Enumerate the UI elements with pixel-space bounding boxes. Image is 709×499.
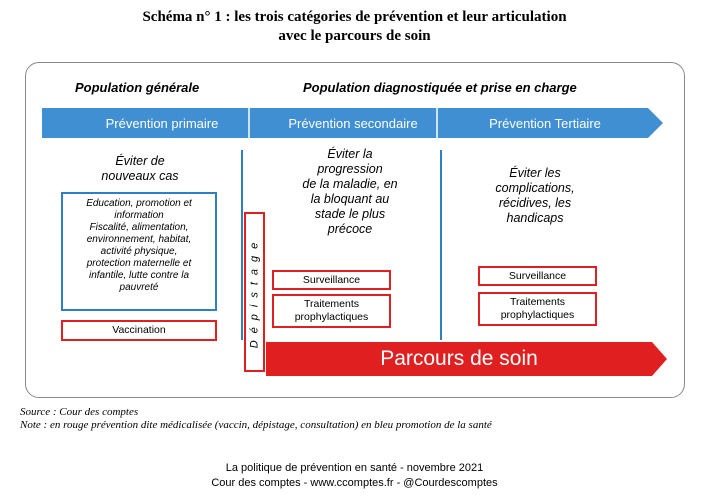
list-item: information bbox=[114, 210, 164, 221]
traitements-line2: prophylactiques bbox=[500, 309, 575, 321]
population-generale-label: Population générale bbox=[75, 80, 200, 95]
surveillance-box-secondaire: Surveillance bbox=[272, 270, 391, 290]
separator-line-2 bbox=[440, 150, 442, 340]
diagram-title-line1: Schéma n° 1 : les trois catégories de prévention et leur articulation bbox=[142, 9, 567, 25]
list-item: pauvreté bbox=[119, 282, 159, 293]
promotion-sante-list bbox=[63, 198, 215, 294]
tertiaire-goal bbox=[460, 166, 610, 226]
footer-line1: La politique de prévention en santé - novembre 2021 bbox=[225, 462, 484, 474]
prevention-tertiaire-label: Prévention Tertiaire bbox=[489, 116, 601, 131]
depistage-box bbox=[244, 212, 265, 372]
secondaire-goal-line: la bloquant au bbox=[310, 192, 390, 206]
separator-line-1 bbox=[241, 150, 243, 340]
secondaire-goal-line: progression bbox=[317, 162, 383, 176]
depistage-label: Dépistage bbox=[248, 235, 260, 349]
footer-line2: Cour des comptes - www.ccomptes.fr - @Courdescomptes bbox=[211, 477, 498, 489]
traitements-box-tertiaire bbox=[478, 292, 597, 326]
traitements-box-secondaire bbox=[272, 294, 391, 328]
secondaire-goal bbox=[275, 147, 425, 237]
list-item: protection maternelle et bbox=[86, 258, 192, 269]
source-text: Source : Cour des comptes bbox=[20, 406, 139, 418]
note-text: Note : en rouge prévention dite médicalisée (vaccin, dépistage, consultation) en bleu promotion de la santé bbox=[20, 419, 492, 431]
primaire-goal bbox=[60, 154, 220, 184]
list-item: Fiscalité, alimentation, bbox=[89, 222, 189, 233]
secondaire-goal-line: de la maladie, en bbox=[302, 177, 398, 191]
secondaire-goal-line: stade le plus bbox=[314, 207, 386, 221]
vaccination-box: Vaccination bbox=[61, 320, 217, 341]
prevention-secondaire-label: Prévention secondaire bbox=[288, 116, 418, 131]
diagram-title-line2: avec le parcours de soin bbox=[278, 28, 431, 44]
prevention-primaire-label: Prévention primaire bbox=[105, 116, 219, 131]
surveillance-box-tertiaire: Surveillance bbox=[478, 266, 597, 286]
list-item: activité physique, bbox=[100, 246, 178, 257]
tertiaire-goal-line: récidives, les bbox=[498, 196, 572, 210]
traitements-line1: Traitements bbox=[303, 298, 360, 310]
primaire-goal-line1: Éviter de bbox=[115, 154, 165, 168]
list-item: infantile, lutte contre la bbox=[88, 270, 190, 281]
tertiaire-goal-line: complications, bbox=[495, 181, 575, 195]
traitements-line2: prophylactiques bbox=[294, 311, 369, 323]
tertiaire-goal-line: handicaps bbox=[506, 211, 564, 225]
tertiaire-goal-line: Éviter les bbox=[509, 166, 561, 180]
promotion-sante-box bbox=[61, 192, 217, 311]
secondaire-goal-line: Éviter la bbox=[327, 147, 373, 161]
list-item: environnement, habitat, bbox=[86, 234, 192, 245]
secondaire-goal-line: précoce bbox=[327, 222, 373, 236]
traitements-line1: Traitements bbox=[509, 296, 566, 308]
primaire-goal-line2: nouveaux cas bbox=[101, 169, 179, 183]
population-diagnostiquee-label: Population diagnostiquée et prise en charge bbox=[303, 80, 577, 95]
parcours-label: Parcours de soin bbox=[380, 347, 538, 370]
list-item: Education, promotion et bbox=[86, 198, 192, 209]
